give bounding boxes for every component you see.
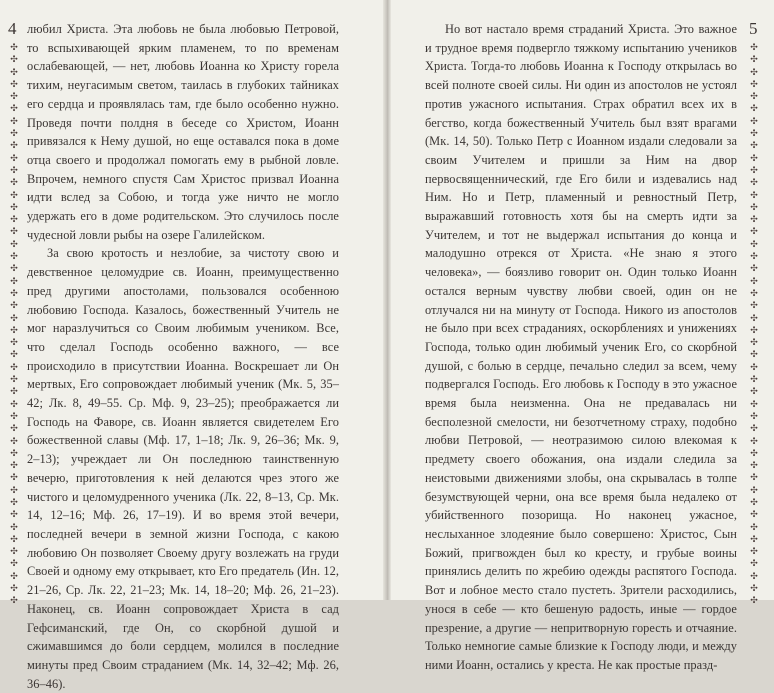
right-ornament-border: ✣ ✣ ✣ ✣ ✣ ✣ ✣ ✣ ✣ ✣ ✣ ✣ ✣ ✣ ✣ ✣ ✣ ✣ ✣ ✣ ✣ ✣ ✣ ✣ ✣ ✣ ✣ ✣ ✣ ✣ ✣ ✣ ✣ ✣ ✣ ✣ ✣ ✣ ✣ ✣ ✣ ✣ ✣ ✣ ✣ ✣ [750,43,758,607]
right-page [388,0,774,672]
page-number-right: 5 [749,19,758,38]
left-page [0,0,386,691]
right-page-text [425,20,737,675]
book-gutter [383,0,391,600]
left-paragraph-2: За свою кротость и незлобие, за чистоту свою и девственное целомудрие св. Иоанн, преимущественно пред другими апостолами, пользовался особенною любовию Господа. Казалось, божественный Учитель не мог наразлучиться со Своим любимым учеником. Все, что сделал Господь особенно важного, — все происходило в присутствии Иоанна. Воскрешает ли Он мертвых, Его сопровождает любимый ученик (Мк. 5, 35–42; Лк. 8, 49–55. Ср. Мф. 9, 23–25); преображается ли Господь на Фаворе, св. Иоанн является свидетелем Его божественной славы (Мф. 17, 1–18; Лк. 9, 26–36; Мк. 9, 2–13); учреждает ли Он последнюю таинственную вечерю, приготовления к ней делаются чрез этого же чистого и целомудренного ученика (Лк. 22, 8–13, Ср. Мк. 14, 12–16; Мф. 26, 17–19). И во время этой вечери, последней вечери в земной жизни Господа, с какою любовию Он позволяет Своему другу возлежать на груди Своей и одному ему открывает, кто Его предатель (Ин. 12, 21–26, Ср. Лк. 22, 21–23; Мк. 14, 18–20; Мф. 26, 21–23). Наконец, св. Иоанн сопровождает Христа в сад Гефсиманский, где Он, со скорбной душой и сжимавшимся до боли сердцем, молился в последние минуты пред Своим страданием (Мк. 14, 32–42; Мф. 26, 36–46). [27,246,339,691]
left-page-text [27,20,339,693]
left-ornament-border: ✣ ✣ ✣ ✣ ✣ ✣ ✣ ✣ ✣ ✣ ✣ ✣ ✣ ✣ ✣ ✣ ✣ ✣ ✣ ✣ ✣ ✣ ✣ ✣ ✣ ✣ ✣ ✣ ✣ ✣ ✣ ✣ ✣ ✣ ✣ ✣ ✣ ✣ ✣ ✣ ✣ ✣ ✣ ✣ ✣ ✣ [10,43,18,607]
page-number-left: 4 [8,19,17,38]
right-paragraph-1: Но вот настало время страданий Христа. Это важное и трудное время подвергло тяжкому испытанию учеников Христа. Тогда-то любовь Иоанна к Господу открылась во всей полноте своей силы. Ни один из апостолов не устоял против ужасного испытания. Страх обратил всех их в бегство, когда божественный Учитель был взят врагами (Мк. 14, 50). Только Петр с Иоанном издали следовали за своим Учителем и пришли за Ним на двор первосвященнический, где Его били и издевались над Ним. Но и Петр, пламенный и ревностный Петр, выражавший готовность хотя бы на смерть идти за Учителем, и тот не выдержал испытания до конца и малодушно отрекся от Христа. «Не знаю я этого человека», — боязливо говорит он. Один только Иоанн остался верным чувству любви своей, один он не отлучался ни на минуту от Господа. Никого из апостолов не было при всех страданиях, оскорблениях и унижениях Господа, только один любимый ученик Его, со скорбной душой, с болью в сердце, печально следил за всем, чему подвергался Господь. Его любовь к Господу в это ужасное время была неизменна. Она не предавалась ни бесполезной смелости, ни безотчетному страху, подобно любви Петровой, — неотразимою силою влекомая к предмету своего обожания, она издали следила за неистовыми движениями злобы, она скрывалась в толпе безумствующей черни, она все время была недалеко от убийственного позорища. Но наконец ужасное, неслыханное злодеяние было совершено: Христос, Сын Божий, пригвожден был ко кресту, и грубые воины принялись делить по жребию одежды распятого Господа. Вот и лобное место стало пустеть. Зрители расходились, унося в себе — кто бешеную радость, иные — гордое презрение, а другие — непритворную горесть и отчаяние. Только немногие самые близкие к Господу люди, и между ними Иоанн, остались у креста. Не как простые празд- [425,22,737,672]
left-paragraph-1: любил Христа. Эта любовь не была любовью Петровой, то вспыхивающей ярким пламенем, то по временам ослабевающей, — нет, любовь Иоанна ко Христу горела тихим, неугасимым светом, таилась в глубоких тайниках его сердца и проявлялась там, где было особенно нужно. Проведя почти полдня в беседе со Христом, Иоанн привязался к Нему душой, но еще оставался пока в доме отца своего и продолжал помогать ему в рыбной ловле. Впрочем, немного спустя Сам Христос призвал Иоанна идти вслед за Собою, и тогда уже ничто не могло удержать его в доме родительском. Это случилось после чудесной ловли рыбы на озере Галилейском. [27,22,339,242]
